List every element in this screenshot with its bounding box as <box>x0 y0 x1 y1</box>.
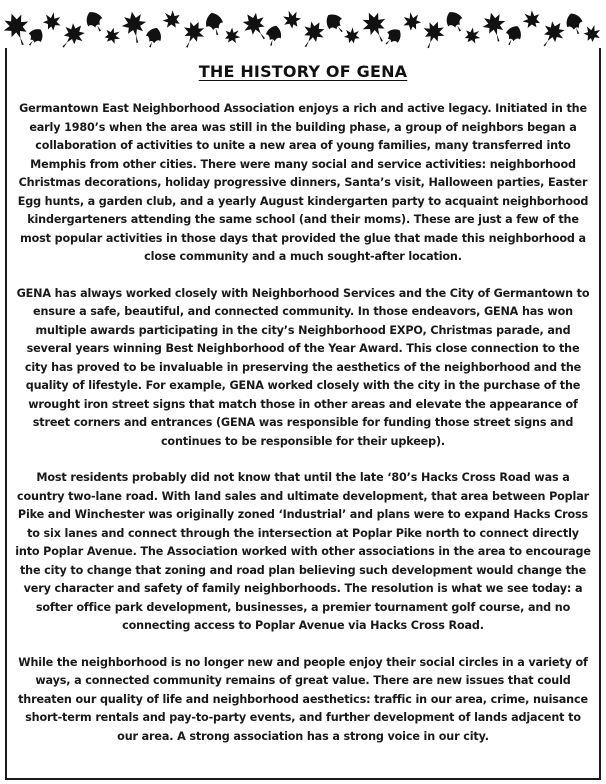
paragraph-hacks-cross-road: Most residents probably did not know that until the late ‘80’s Hacks Cross Road was a country two-lane road. With land sales and ultimate development, that area between Poplar Pike and Winchester was originally zoned ‘Industrial’ and plans were to expand Hacks Cross to six lanes and connect through the intersection at Poplar Pike north to connect directly into Poplar Avenue. The Association worked with other associations in the area to encourage the city to change that zoning and road plan believing such development would change the very character and safety of family neighborhoods. The resolution is what we see today: a softer office park development, businesses, a premier tournament golf course, and no connecting access to Poplar Avenue via Hacks Cross Road. <box>15 471 591 632</box>
page-title: THE HISTORY OF GENA <box>198 62 408 81</box>
autumn-leaf-icon <box>0 7 603 54</box>
paragraph-legacy: Germantown East Neighborhood Association enjoys a rich and active legacy. Initiated in the early 1980’s when the area was still in the building phase, a group of neighbors began a collaboration of activities to unite a new area of young families, many transferred into Memphis from other cities. There were many social and service activities: neighborhood Christmas decorations, holiday progressive dinners, Santa’s visit, Halloween parties, Easter Egg hunts, a garden club, and a yearly August kindergarten party to acquaint neighborhood kindergarteners attending the same school (and their moms). These are just a few of the most popular activities in those days that provided the glue that made this neighborhood a close community and a much sought-after location. <box>17 102 589 263</box>
document-body <box>14 62 592 764</box>
paragraph-community-value: While the neighborhood is no longer new and people enjoy their social circles in a variety of ways, a connected community remains of great value. There are new issues that could threaten our quality of life and neighborhood aesthetics: traffic in our area, crime, nuisance short-term rentals and pay-to-party events, and further development of lands adjacent to our area. A strong association has a strong voice in our city. <box>18 655 588 743</box>
paragraph-city-partnership: GENA has always worked closely with Neighborhood Services and the City of Germantown to ensure a safe, beautiful, and connected community. In those endeavors, GENA has won multiple awards participating in the city’s Neighborhood EXPO, Christmas parade, and several years winning Best Neighborhood of the Year Award. This close connection to the city has proved to be invaluable in preserving the aesthetics of the neighborhood and the quality of lifestyle. For example, GENA worked closely with the city in the purchase of the wrought iron street signs that match those in other areas and elevate the appearance of street corners and entrances (GENA was responsible for funding those street signs and continues to be responsible for their upkeep). <box>16 286 590 448</box>
